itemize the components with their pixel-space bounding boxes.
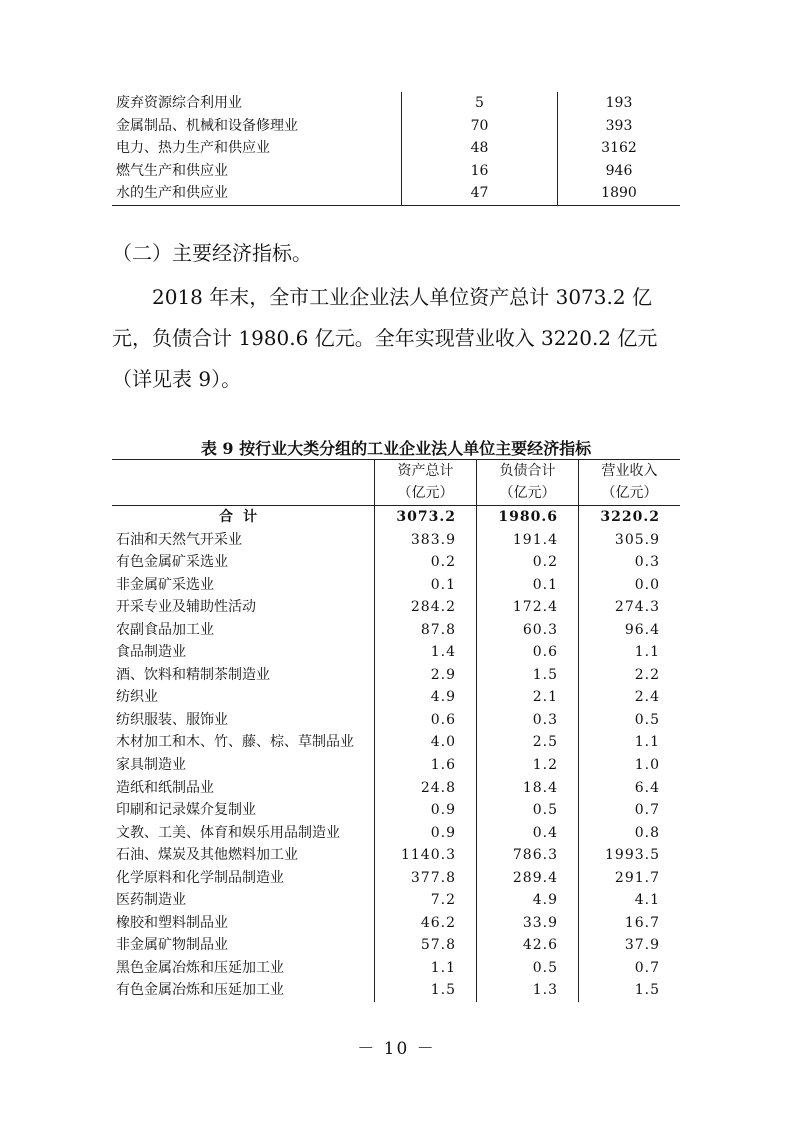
assets-cell: 7.2 — [374, 889, 476, 912]
revenue-cell: 2.2 — [578, 664, 680, 687]
table9-row — [112, 686, 680, 709]
table9-row — [112, 596, 680, 619]
table9-row — [112, 574, 680, 597]
assets-cell: 377.8 — [374, 867, 476, 890]
liabilities-cell: 42.6 — [476, 934, 578, 957]
industry-name: 印刷和记录媒介复制业 — [116, 802, 256, 819]
table9-row — [112, 867, 680, 890]
revenue-cell: 1993.5 — [578, 844, 680, 867]
assets-cell: 0.6 — [374, 709, 476, 732]
total-liabilities: 1980.6 — [476, 506, 578, 529]
revenue-cell: 4.1 — [578, 889, 680, 912]
table9-header — [112, 460, 680, 506]
table9-row — [112, 844, 680, 867]
liabilities-cell: 60.3 — [476, 619, 578, 642]
liabilities-cell: 0.5 — [476, 957, 578, 980]
table8-row — [112, 92, 680, 115]
liabilities-cell: 0.3 — [476, 709, 578, 732]
industry-name: 造纸和纸制品业 — [116, 779, 214, 796]
revenue-cell: 2.4 — [578, 686, 680, 709]
value-cell: 193 — [605, 95, 633, 111]
table9-row — [112, 754, 680, 777]
liabilities-cell: 4.9 — [476, 889, 578, 912]
table9-row — [112, 979, 680, 1002]
section-body-paragraph: 2018 年末，全市工业企业法人单位资产总计 3073.2 亿元，负债合计 1980.6 亿元。全年实现营业收入 3220.2 亿元（详见表 9）。 — [112, 285, 658, 391]
revenue-cell: 1.1 — [578, 641, 680, 664]
table9-row — [112, 551, 680, 574]
industry-name: 纺织服装、服饰业 — [116, 711, 228, 728]
assets-cell: 0.9 — [374, 822, 476, 845]
revenue-cell: 96.4 — [578, 619, 680, 642]
liabilities-cell: 33.9 — [476, 912, 578, 935]
header-revenue-unit: （亿元） — [578, 483, 680, 506]
liabilities-cell: 0.4 — [476, 822, 578, 845]
industry-name: 电力、热力生产和供应业 — [116, 140, 270, 156]
table9-row — [112, 619, 680, 642]
value-cell: 1890 — [558, 182, 681, 205]
revenue-cell: 274.3 — [578, 596, 680, 619]
liabilities-cell: 1.5 — [476, 664, 578, 687]
assets-cell: 46.2 — [374, 912, 476, 935]
revenue-cell: 291.7 — [578, 867, 680, 890]
assets-cell: 1.1 — [374, 957, 476, 980]
industry-name: 水的生产和供应业 — [112, 182, 402, 205]
page-number: － 10 － — [357, 1039, 436, 1059]
header-assets-unit: （亿元） — [374, 483, 476, 506]
table8-continuation — [112, 92, 680, 206]
unit-count: 70 — [402, 115, 558, 138]
industry-name: 金属制品、机械和设备修理业 — [116, 117, 298, 134]
table9-header-blank — [112, 483, 374, 506]
revenue-cell: 1.5 — [578, 979, 680, 1002]
liabilities-cell: 786.3 — [476, 844, 578, 867]
industry-name: 有色金属矿采选业 — [116, 554, 228, 571]
table9-row — [112, 641, 680, 664]
unit-count: 5 — [402, 92, 558, 115]
table8-row — [112, 182, 680, 205]
industry-name: 石油、煤炭及其他燃料加工业 — [116, 847, 298, 864]
industry-name: 黑色金属冶炼和压延加工业 — [116, 959, 284, 976]
revenue-cell: 0.5 — [578, 709, 680, 732]
table9-header-blank — [112, 460, 374, 483]
industry-name: 石油和天然气开采业 — [116, 531, 242, 548]
assets-cell: 1.5 — [374, 979, 476, 1002]
revenue-cell: 305.9 — [578, 529, 680, 552]
table8-body — [112, 92, 680, 205]
assets-cell: 4.0 — [374, 731, 476, 754]
table9-row — [112, 799, 680, 822]
assets-cell: 87.8 — [374, 619, 476, 642]
table9-row — [112, 934, 680, 957]
table9-caption: 表 9 按行业大类分组的工业企业法人单位主要经济指标 — [200, 439, 592, 458]
assets-cell: 0.9 — [374, 799, 476, 822]
header-revenue: 营业收入 — [578, 460, 680, 483]
liabilities-cell: 2.1 — [476, 686, 578, 709]
value-cell: 3162 — [601, 140, 637, 156]
assets-cell: 24.8 — [374, 777, 476, 800]
assets-cell: 0.1 — [374, 574, 476, 597]
unit-count: 48 — [402, 137, 558, 160]
revenue-cell: 1.1 — [578, 731, 680, 754]
value-cell: 946 — [605, 162, 633, 179]
industry-name: 开采专业及辅助性活动 — [116, 599, 256, 616]
liabilities-cell: 289.4 — [476, 867, 578, 890]
industry-name: 酒、饮料和精制茶制造业 — [116, 666, 270, 683]
table9-total-row — [112, 506, 680, 529]
assets-cell: 0.2 — [374, 551, 476, 574]
revenue-cell: 0.7 — [578, 799, 680, 822]
industry-name: 纺织业 — [116, 689, 158, 706]
table9 — [112, 459, 680, 1002]
table9-row — [112, 912, 680, 935]
revenue-cell: 6.4 — [578, 777, 680, 800]
liabilities-cell: 2.5 — [476, 731, 578, 754]
liabilities-cell: 172.4 — [476, 596, 578, 619]
table8-row — [112, 115, 680, 138]
industry-name: 有色金属冶炼和压延加工业 — [116, 982, 284, 999]
total-revenue: 3220.2 — [578, 506, 680, 529]
industry-name: 木材加工和木、竹、藤、棕、草制品业 — [116, 734, 354, 751]
table9-row — [112, 889, 680, 912]
assets-cell: 57.8 — [374, 934, 476, 957]
header-assets: 资产总计 — [374, 460, 476, 483]
assets-cell: 1.6 — [374, 754, 476, 777]
liabilities-cell: 1.2 — [476, 754, 578, 777]
industry-name: 化学原料和化学制品制造业 — [116, 869, 284, 886]
revenue-cell: 0.7 — [578, 957, 680, 980]
table9-header-row-units — [112, 483, 680, 506]
table9-row — [112, 777, 680, 800]
revenue-cell: 0.3 — [578, 551, 680, 574]
table9-header-row-names — [112, 460, 680, 483]
industry-name: 非金属矿采选业 — [116, 576, 214, 593]
liabilities-cell: 0.6 — [476, 641, 578, 664]
liabilities-cell: 18.4 — [476, 777, 578, 800]
header-liabilities: 负债合计 — [476, 460, 578, 483]
industry-name: 农副食品加工业 — [116, 621, 214, 638]
assets-cell: 1.4 — [374, 641, 476, 664]
assets-cell: 2.9 — [374, 664, 476, 687]
industry-name: 食品制造业 — [116, 644, 186, 661]
total-assets: 3073.2 — [374, 506, 476, 529]
liabilities-cell: 1.3 — [476, 979, 578, 1002]
table9-row — [112, 664, 680, 687]
industry-name: 文教、工美、体育和娱乐用品制造业 — [116, 824, 340, 841]
table9-row — [112, 957, 680, 980]
unit-count: 47 — [402, 182, 558, 205]
revenue-cell: 37.9 — [578, 934, 680, 957]
industry-name: 橡胶和塑料制品业 — [116, 914, 228, 931]
assets-cell: 4.9 — [374, 686, 476, 709]
assets-cell: 1140.3 — [374, 844, 476, 867]
assets-cell: 383.9 — [374, 529, 476, 552]
liabilities-cell: 191.4 — [476, 529, 578, 552]
total-label: 合计 — [218, 509, 267, 525]
revenue-cell: 0.0 — [578, 574, 680, 597]
table9-row — [112, 709, 680, 732]
industry-name: 医药制造业 — [116, 892, 186, 909]
table8-row — [112, 160, 680, 183]
section-heading: （二）主要经济指标。 — [112, 241, 312, 265]
liabilities-cell: 0.1 — [476, 574, 578, 597]
table9-row — [112, 529, 680, 552]
industry-name: 燃气生产和供应业 — [116, 162, 228, 179]
liabilities-cell: 0.5 — [476, 799, 578, 822]
table8-row — [112, 137, 680, 160]
value-cell: 393 — [605, 117, 633, 134]
table9-row — [112, 822, 680, 845]
revenue-cell: 16.7 — [578, 912, 680, 935]
revenue-cell: 0.8 — [578, 822, 680, 845]
industry-name: 家具制造业 — [116, 757, 186, 774]
header-liabilities-unit: （亿元） — [476, 483, 578, 506]
table9-row — [112, 731, 680, 754]
table9-body — [112, 506, 680, 1003]
liabilities-cell: 0.2 — [476, 551, 578, 574]
industry-name: 废弃资源综合利用业 — [116, 95, 242, 111]
unit-count: 16 — [402, 160, 558, 183]
industry-name: 非金属矿物制品业 — [116, 937, 228, 954]
revenue-cell: 1.0 — [578, 754, 680, 777]
assets-cell: 284.2 — [374, 596, 476, 619]
